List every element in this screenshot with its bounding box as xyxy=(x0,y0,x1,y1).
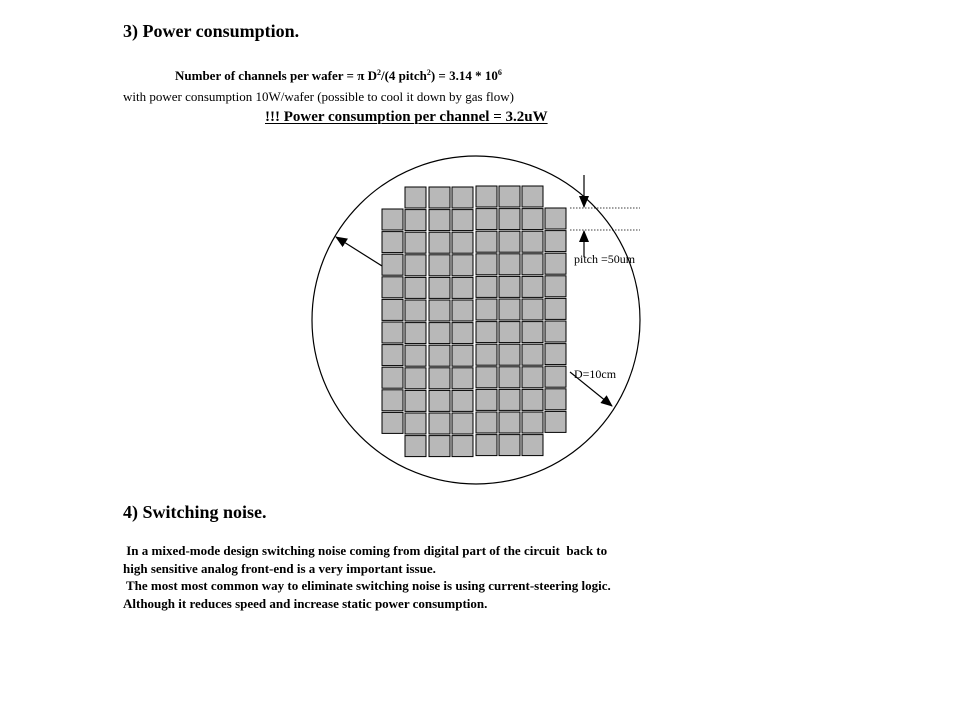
pixel-cell xyxy=(429,413,450,434)
pixel-cell xyxy=(452,187,473,208)
pixel-cell xyxy=(429,368,450,389)
pixel-cell xyxy=(476,412,497,433)
pixel-cell xyxy=(382,254,403,275)
pixel-cell xyxy=(429,232,450,253)
pixel-cell xyxy=(476,435,497,456)
pixel-cell xyxy=(382,367,403,388)
pixel-cell xyxy=(382,209,403,230)
para1-line2: high sensitive analog front-end is a very important issue. xyxy=(123,560,436,576)
formula-part3: /(4 pitch xyxy=(380,68,427,83)
pixel-cell xyxy=(545,231,566,252)
diameter-label: D=10cm xyxy=(574,367,617,381)
pixel-cell xyxy=(405,323,426,344)
pixel-cell xyxy=(499,389,520,410)
pixel-cell xyxy=(405,436,426,457)
pixel-cell xyxy=(499,412,520,433)
pixel-cell xyxy=(452,277,473,298)
pixel-cell xyxy=(405,255,426,276)
section4-heading: 4) Switching noise. xyxy=(123,502,267,522)
pixel-cell xyxy=(382,322,403,343)
pixel-cell xyxy=(452,255,473,276)
formula-pi: π xyxy=(357,68,365,83)
pixel-cell xyxy=(545,344,566,365)
formula-sup2: 2 xyxy=(426,68,431,77)
pixel-cell xyxy=(405,300,426,321)
pixel-cell xyxy=(405,210,426,231)
formula-sup3: 6 xyxy=(497,68,502,77)
pixel-cell xyxy=(429,300,450,321)
pixel-cell xyxy=(499,367,520,388)
pixel-cell xyxy=(522,231,543,252)
pixel-cell xyxy=(452,323,473,344)
pixel-cell xyxy=(429,210,450,231)
pixel-cell xyxy=(429,323,450,344)
pixel-cell xyxy=(545,298,566,319)
pixel-cell xyxy=(452,390,473,411)
pixel-cell xyxy=(429,390,450,411)
pixel-cell xyxy=(382,345,403,366)
pixel-cell xyxy=(382,412,403,433)
para1-line1: In a mixed-mode design switching noise coming from digital part of the circuit back to xyxy=(123,543,608,558)
pixel-cell xyxy=(476,231,497,252)
pixel-cell xyxy=(522,276,543,297)
pixel-cell xyxy=(382,277,403,298)
pixel-cell xyxy=(499,322,520,343)
pixel-cell xyxy=(476,254,497,275)
pixel-cell xyxy=(452,368,473,389)
pixel-cell xyxy=(522,389,543,410)
pixel-cell xyxy=(522,344,543,365)
pixel-cell xyxy=(452,300,473,321)
power-note: with power consumption 10W/wafer (possible to cool it down by gas flow) xyxy=(123,89,515,104)
pixel-cell xyxy=(476,186,497,207)
pixel-cell xyxy=(382,299,403,320)
pixel-cell xyxy=(499,344,520,365)
switching-noise-text xyxy=(123,542,743,612)
pixel-cell xyxy=(476,322,497,343)
formula-part1: Number of channels per wafer = xyxy=(175,68,358,83)
power-per-channel-highlight: !!! Power consumption per channel = 3.2uW xyxy=(265,109,548,125)
formula-part4: ) = 3.14 * 10 xyxy=(430,68,498,83)
pixel-cell xyxy=(382,232,403,253)
pixel-cell xyxy=(499,276,520,297)
pixel-cell xyxy=(499,299,520,320)
pixel-cell xyxy=(545,321,566,342)
pixel-cell xyxy=(522,322,543,343)
pixel-cell xyxy=(545,389,566,410)
pixel-cell xyxy=(545,253,566,274)
pixel-cell xyxy=(545,276,566,297)
pixel-cell xyxy=(405,345,426,366)
pixel-cell xyxy=(499,254,520,275)
pixel-cell xyxy=(452,413,473,434)
pixel-cell xyxy=(429,277,450,298)
pixel-cell xyxy=(522,435,543,456)
pixel-cell xyxy=(499,435,520,456)
pixel-cell xyxy=(522,186,543,207)
pixel-cell xyxy=(499,209,520,230)
formula-sup1: 2 xyxy=(376,68,381,77)
pixel-cell xyxy=(452,232,473,253)
pixel-cell xyxy=(429,187,450,208)
pitch-label: pitch =50um xyxy=(574,252,636,266)
pixel-cell xyxy=(429,436,450,457)
pixel-cell xyxy=(476,299,497,320)
section3-heading: 3) Power consumption. xyxy=(123,21,300,41)
formula-part2: D xyxy=(364,68,377,83)
pixel-cell xyxy=(405,368,426,389)
para2-line2: Although it reduces speed and increase static power consumption. xyxy=(123,595,488,611)
pixel-cell xyxy=(545,208,566,229)
pixel-cell xyxy=(476,276,497,297)
pixel-cell xyxy=(522,367,543,388)
pixel-cell xyxy=(405,277,426,298)
pixel-cell xyxy=(429,255,450,276)
pixel-cell xyxy=(522,209,543,230)
pixel-cell xyxy=(476,344,497,365)
pixel-cell xyxy=(452,345,473,366)
pixel-cell xyxy=(405,390,426,411)
pixel-cell xyxy=(429,345,450,366)
pixel-cell xyxy=(476,209,497,230)
diameter-arrow-left xyxy=(336,237,382,266)
pixel-cell xyxy=(405,413,426,434)
pixel-cell xyxy=(452,210,473,231)
pixel-cell xyxy=(545,366,566,387)
pixel-cell xyxy=(499,186,520,207)
pixel-cell xyxy=(405,187,426,208)
pixel-cell xyxy=(499,231,520,252)
pixel-cell xyxy=(476,389,497,410)
pixel-cell xyxy=(452,436,473,457)
pixel-cell xyxy=(522,254,543,275)
pixel-cell xyxy=(522,412,543,433)
pixel-grid xyxy=(382,186,566,457)
pixel-cell xyxy=(476,367,497,388)
pixel-cell xyxy=(405,232,426,253)
pixel-cell xyxy=(382,390,403,411)
pixel-cell xyxy=(545,411,566,432)
para2-line1: The most most common way to eliminate switching noise is using current-steering logic. xyxy=(123,578,611,593)
pixel-cell xyxy=(522,299,543,320)
